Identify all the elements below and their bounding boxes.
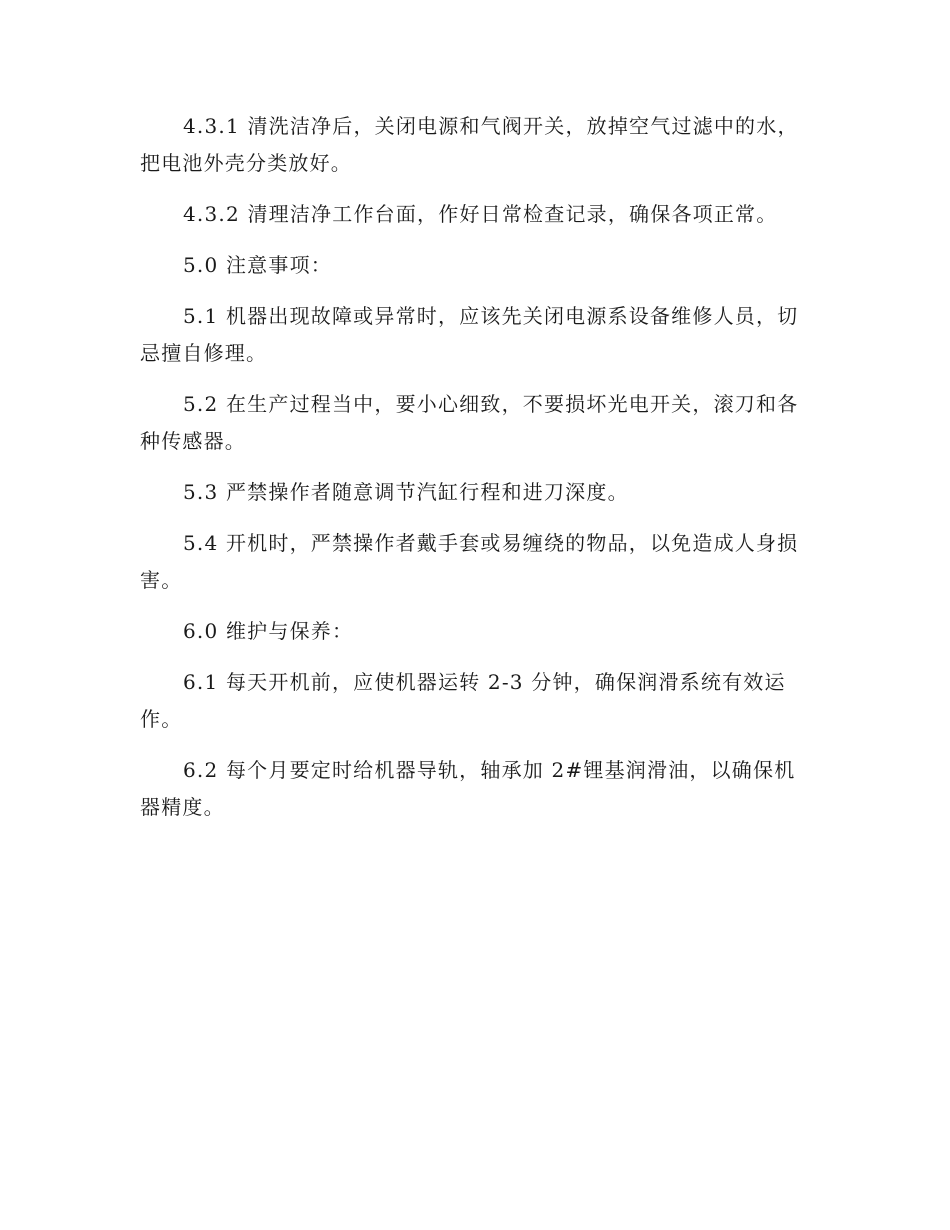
paragraph-4-3-2: 4.3.2 清理洁净工作台面，作好日常检查记录，确保各项正常。 xyxy=(183,202,778,226)
paragraph-5-4: 5.4 开机时，严禁操作者戴手套或易缠绕的物品，以免造成人身损害。 xyxy=(140,531,799,592)
section-heading-6-0: 6.0 维护与保养： xyxy=(183,619,354,643)
section-heading-5-0: 5.0 注意事项： xyxy=(183,253,332,277)
paragraph-5-1: 5.1 机器出现故障或异常时，应该先关闭电源系设备维修人员，切忌擅自修理。 xyxy=(140,304,799,365)
paragraph-6-2: 6.2 每个月要定时给机器导轨，轴承加 2#锂基润滑油，以确保机器精度。 xyxy=(140,758,796,819)
document-body xyxy=(140,108,800,840)
paragraph-5-2: 5.2 在生产过程当中，要小心细致，不要损坏光电开关，滚刀和各种传感器。 xyxy=(140,392,799,453)
paragraph-5-3: 5.3 严禁操作者随意调节汽缸行程和进刀深度。 xyxy=(183,480,629,504)
paragraph-4-3-1: 4.3.1 清洗洁净后，关闭电源和气阀开关，放掉空气过滤中的水，把电池外壳分类放好。 xyxy=(140,114,799,175)
paragraph-6-1: 6.1 每天开机前，应使机器运转 2-3 分钟，确保润滑系统有效运作。 xyxy=(140,670,786,731)
